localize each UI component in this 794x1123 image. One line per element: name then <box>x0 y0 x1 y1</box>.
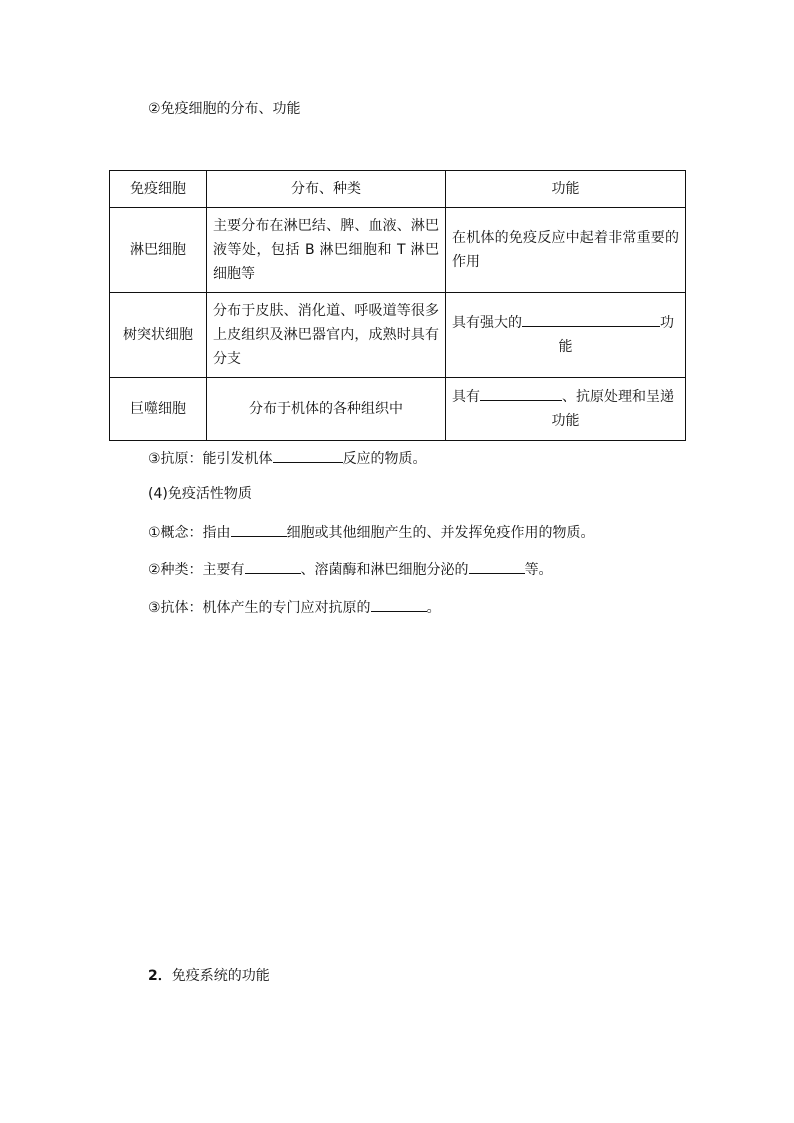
cell-distribution: 分布于机体的各种组织中 <box>207 378 446 441</box>
fill-blank[interactable] <box>245 559 301 574</box>
header-distribution: 分布、种类 <box>207 171 446 208</box>
table-row <box>110 378 686 441</box>
fill-blank[interactable] <box>273 448 343 463</box>
concept-suffix: 细胞或其他细胞产生的、并发挥免疫作用的物质。 <box>286 525 595 541</box>
section2-heading <box>148 967 270 985</box>
antibody-prefix: ③抗体：机体产生的专门应对抗原的 <box>148 600 371 616</box>
antigen-prefix: ③抗原：能引发机体 <box>148 451 273 467</box>
cell-name: 巨噬细胞 <box>110 378 207 441</box>
fill-blank[interactable] <box>231 522 287 537</box>
cell-name: 树突状细胞 <box>110 293 207 378</box>
cell-name: 淋巴细胞 <box>110 208 207 293</box>
types-prefix: ②种类：主要有 <box>148 562 245 578</box>
table-header-row <box>110 171 686 208</box>
cell-function: 在机体的免疫反应中起着非常重要的作用 <box>446 208 686 293</box>
types-suffix: 等。 <box>524 562 553 578</box>
fill-blank[interactable] <box>522 312 660 327</box>
subtitle: ②免疫细胞的分布、功能 <box>148 101 301 117</box>
cell-distribution: 分布于皮肤、消化道、呼吸道等很多上皮组织及淋巴器官内，成熟时具有分支 <box>207 293 446 378</box>
table-row <box>110 293 686 378</box>
function-line2: 能 <box>558 339 573 355</box>
function-prefix: 具有强大的 <box>452 315 522 331</box>
concept-line <box>148 522 595 542</box>
fill-blank[interactable] <box>480 386 562 401</box>
section2-title: 免疫系统的功能 <box>171 968 270 984</box>
antigen-suffix: 反应的物质。 <box>342 451 427 467</box>
header-cell: 免疫细胞 <box>110 171 207 208</box>
cell-function <box>446 378 686 441</box>
function-line2: 功能 <box>551 413 580 429</box>
header-function: 功能 <box>446 171 686 208</box>
section2-number: 2． <box>148 968 172 984</box>
function-suffix: 、抗原处理和呈递 <box>562 389 674 405</box>
antibody-line <box>148 597 441 617</box>
cell-distribution: 主要分布在淋巴结、脾、血液、淋巴液等处，包括 B 淋巴细胞和 T 淋巴细胞等 <box>207 208 446 293</box>
function-suffix: 功 <box>660 315 674 331</box>
function-prefix: 具有 <box>452 389 480 405</box>
immune-cells-table <box>109 170 686 441</box>
fill-blank[interactable] <box>371 597 427 612</box>
types-middle: 、溶菌酶和淋巴细胞分泌的 <box>300 562 469 578</box>
cell-function <box>446 293 686 378</box>
antibody-suffix: 。 <box>426 600 441 616</box>
types-line <box>148 559 553 579</box>
section4-title: (4)免疫活性物质 <box>148 486 252 502</box>
antigen-line <box>148 448 427 468</box>
concept-prefix: ①概念：指由 <box>148 525 231 541</box>
table-row <box>110 208 686 293</box>
fill-blank[interactable] <box>469 559 525 574</box>
